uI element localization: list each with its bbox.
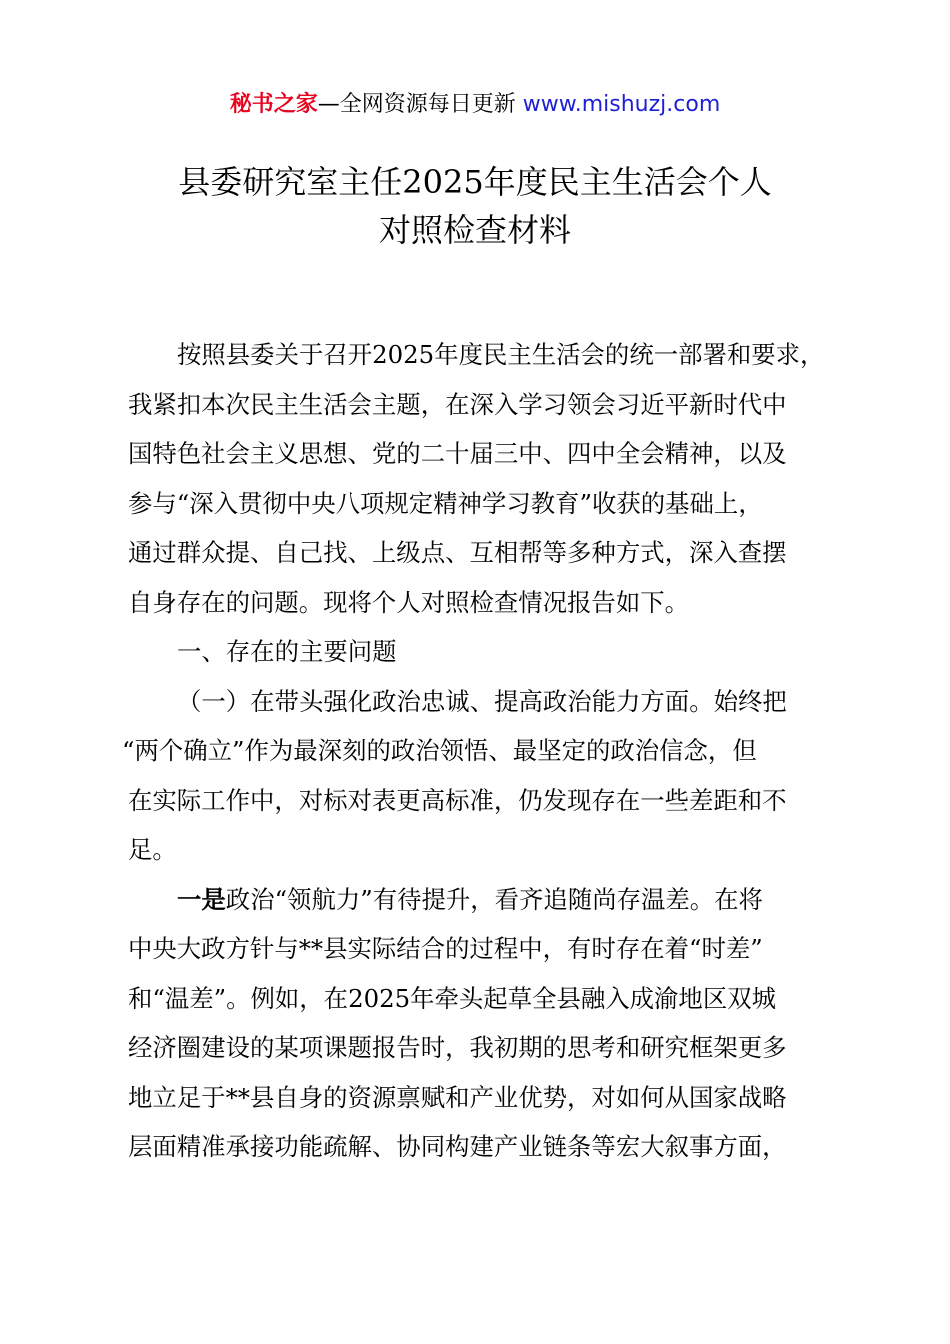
- document-title: [0, 158, 950, 254]
- text-line: 层面精准承接功能疏解、协同构建产业链条等宏大叙事方面，: [128, 1132, 787, 1161]
- text-line: 自身存在的问题。现将个人对照检查情况报告如下。: [128, 587, 689, 617]
- text-line: [128, 875, 840, 925]
- intro-paragraph: [128, 330, 840, 627]
- text-line: 中央大政方针与**县实际结合的过程中，有时存在着“时差”: [128, 934, 763, 963]
- point-lead: 一是: [177, 884, 226, 914]
- text-line: 足。: [128, 835, 177, 864]
- point-paragraph: [128, 875, 840, 1172]
- title-line-2: 对照检查材料: [378, 211, 571, 249]
- point-text: 政治“领航力”有待提升，看齐追随尚存温差。在将: [225, 884, 763, 914]
- text-line: （一）在带头强化政治忠诚、提高政治能力方面。始终把: [177, 686, 787, 716]
- text-line: 国特色社会主义思想、党的二十届三中、四中全会精神，以及: [128, 439, 787, 468]
- header-tagline: —全网资源每日更新: [317, 92, 523, 117]
- text-line: 按照县委关于召开2025年度民主生活会的统一部署和要求，: [177, 340, 825, 369]
- text-line: 地立足于**县自身的资源禀赋和产业优势，对如何从国家战略: [128, 1082, 787, 1112]
- site-url-link[interactable]: www.mishuzj.com: [522, 92, 721, 117]
- document-body: [122, 330, 840, 1172]
- text-line: 通过群众提、自己找、上级点、互相帮等多种方式，深入查摆: [128, 538, 787, 567]
- brand-name: 秘书之家: [229, 92, 318, 117]
- text-line: 和“温差”。例如，在2025年牵头起草全县融入成渝地区双城: [128, 983, 776, 1013]
- text-line: 在实际工作中，对标对表更高标准，仍发现存在一些差距和不: [128, 785, 787, 815]
- section-heading: 一、存在的主要问题: [177, 637, 397, 666]
- text-line: “两个确立”作为最深刻的政治领悟、最坚定的政治信念，但: [122, 736, 757, 765]
- title-line-1: 县委研究室主任2025年度民主生活会个人: [178, 163, 772, 201]
- text-line: 经济圈建设的某项课题报告时，我初期的思考和研究框架更多: [128, 1033, 787, 1062]
- site-header: [0, 88, 950, 122]
- text-line: 我紧扣本次民主生活会主题，在深入学习领会习近平新时代中: [128, 389, 787, 419]
- text-line: 参与“深入贯彻中央八项规定精神学习教育”收获的基础上，: [128, 488, 763, 518]
- subsection-paragraph: [122, 677, 840, 875]
